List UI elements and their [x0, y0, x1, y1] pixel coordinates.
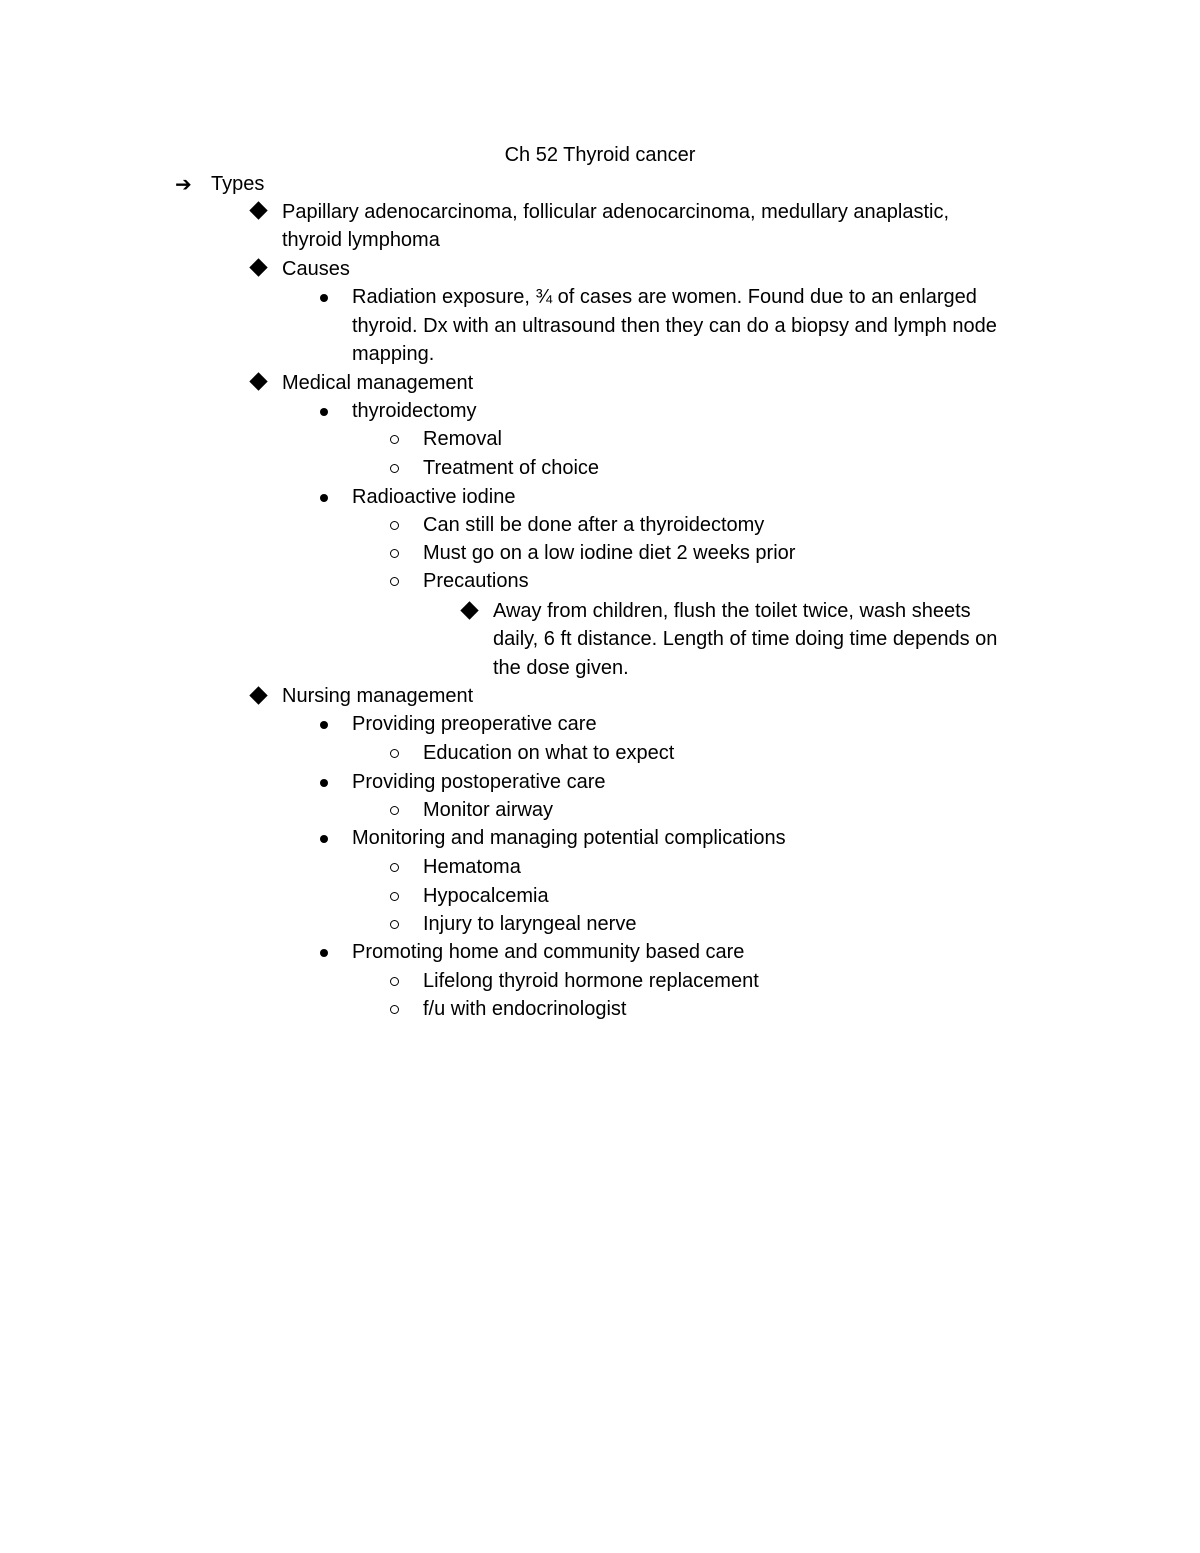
dot-bullet-icon: [320, 494, 328, 502]
outline-item-medical-management: Medical management: [282, 372, 474, 394]
circle-bullet-icon: [390, 749, 399, 758]
outline-item-continuation: thyroid lymphoma: [282, 229, 440, 251]
outline-item: Must go on a low iodine diet 2 weeks prior: [423, 542, 796, 564]
outline-item: Removal: [423, 428, 502, 450]
diamond-bullet-icon: [249, 372, 267, 390]
circle-bullet-icon: [390, 920, 399, 929]
outline-item-continuation: thyroid. Dx with an ultrasound then they can do a biopsy and lymph node: [352, 315, 997, 337]
dot-bullet-icon: [320, 835, 328, 843]
outline-item: Injury to laryngeal nerve: [423, 913, 637, 935]
outline-item: Monitor airway: [423, 799, 554, 821]
outline-item: Promoting home and community based care: [352, 941, 745, 963]
outline-item: Providing preoperative care: [352, 713, 597, 735]
diamond-bullet-icon: [460, 601, 478, 619]
dot-bullet-icon: [320, 721, 328, 729]
outline-item-types: Types: [211, 173, 265, 195]
outline-item: f/u with endocrinologist: [423, 998, 627, 1020]
outline-item-continuation: daily, 6 ft distance. Length of time doing time depends on: [493, 628, 998, 650]
diamond-bullet-icon: [249, 686, 267, 704]
outline-item-continuation: the dose given.: [493, 657, 629, 679]
outline-item: Lifelong thyroid hormone replacement: [423, 970, 759, 992]
outline-item: Providing postoperative care: [352, 771, 606, 793]
circle-bullet-icon: [390, 577, 399, 586]
outline-item: Monitoring and managing potential complications: [352, 827, 786, 849]
outline-item: Radiation exposure, ¾ of cases are women. Found due to an enlarged: [352, 286, 977, 308]
circle-bullet-icon: [390, 806, 399, 815]
outline-item: Hypocalcemia: [423, 885, 549, 907]
outline-item-causes: Causes: [282, 258, 350, 280]
outline-item: Away from children, flush the toilet twice, wash sheets: [493, 600, 971, 622]
circle-bullet-icon: [390, 1005, 399, 1014]
dot-bullet-icon: [320, 294, 328, 302]
circle-bullet-icon: [390, 435, 399, 444]
outline-item: Radioactive iodine: [352, 486, 516, 508]
diamond-bullet-icon: [249, 258, 267, 276]
circle-bullet-icon: [390, 977, 399, 986]
outline-item-continuation: mapping.: [352, 343, 435, 365]
arrow-bullet-icon: ➔: [175, 172, 192, 196]
circle-bullet-icon: [390, 464, 399, 473]
dot-bullet-icon: [320, 779, 328, 787]
outline-item: Papillary adenocarcinoma, follicular adenocarcinoma, medullary anaplastic,: [282, 201, 950, 223]
diamond-bullet-icon: [249, 201, 267, 219]
dot-bullet-icon: [320, 408, 328, 416]
outline-item: Hematoma: [423, 856, 521, 878]
outline-item: thyroidectomy: [352, 400, 477, 422]
circle-bullet-icon: [390, 863, 399, 872]
circle-bullet-icon: [390, 549, 399, 558]
dot-bullet-icon: [320, 949, 328, 957]
circle-bullet-icon: [390, 892, 399, 901]
outline-item: Precautions: [423, 570, 529, 592]
outline-item: Education on what to expect: [423, 742, 675, 764]
outline-item-nursing-management: Nursing management: [282, 685, 474, 707]
outline-item: Treatment of choice: [423, 457, 600, 479]
document-title: Ch 52 Thyroid cancer: [504, 144, 696, 166]
circle-bullet-icon: [390, 521, 399, 530]
outline-item: Can still be done after a thyroidectomy: [423, 514, 765, 536]
